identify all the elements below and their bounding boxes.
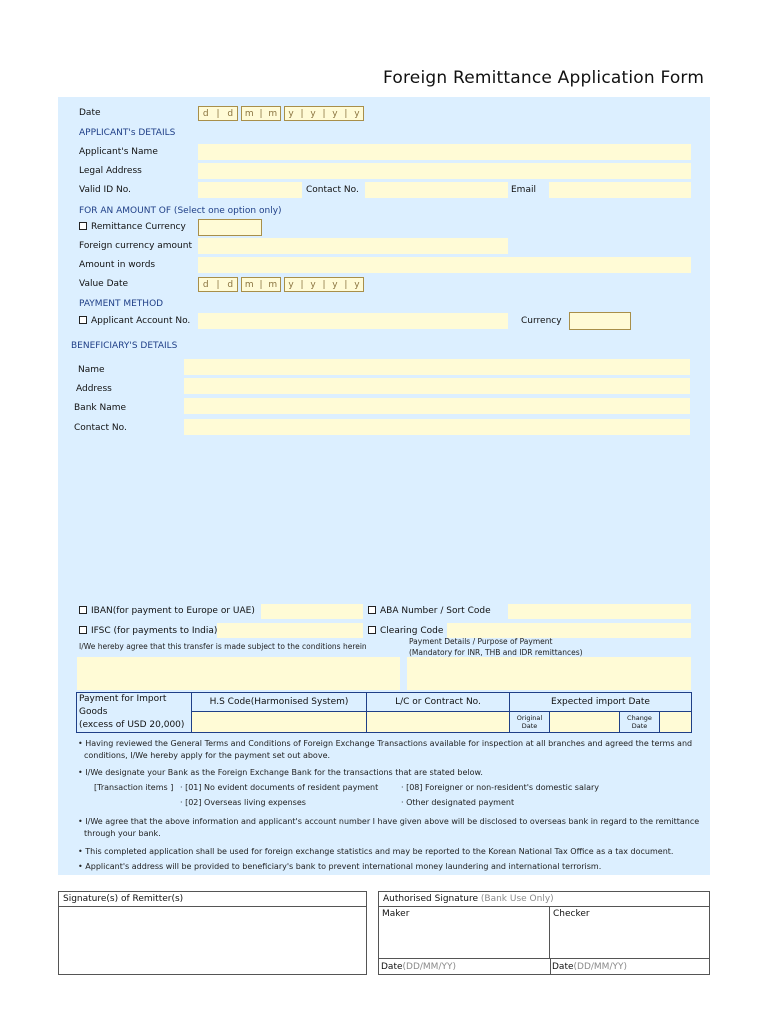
aba-option[interactable]: [368, 605, 491, 617]
date-day-field[interactable]: d | d: [198, 106, 238, 121]
date-divider: [550, 959, 551, 975]
date-month-field[interactable]: m | m: [241, 106, 281, 121]
beneficiary-contact-field[interactable]: [184, 419, 690, 435]
change-date-label: Change Date: [620, 712, 660, 733]
contact-field[interactable]: [365, 182, 508, 198]
remitter-signature-header: Signature(s) of Remitter(s): [59, 892, 366, 907]
applicant-account-label: Applicant Account No.: [91, 316, 191, 326]
authorised-signature-header: Authorised Signature (Bank Use Only): [379, 892, 709, 907]
remittance-currency-option[interactable]: [79, 221, 186, 233]
value-date-label: Value Date: [79, 279, 129, 289]
remittance-currency-checkbox[interactable]: [79, 222, 87, 230]
transaction-item-02: · [02] Overseas living expenses: [180, 798, 306, 807]
value-date-input[interactable]: [198, 277, 364, 292]
clearing-field[interactable]: [447, 623, 691, 638]
purpose-field[interactable]: [407, 657, 691, 690]
amount-words-label: Amount in words: [79, 260, 156, 270]
lc-header: L/C or Contract No.: [367, 693, 510, 712]
email-label: Email: [511, 185, 536, 195]
aba-checkbox[interactable]: [368, 606, 376, 614]
beneficiary-section-header: BENEFICIARY'S DETAILS: [71, 341, 178, 351]
date-input[interactable]: [198, 106, 364, 121]
beneficiary-address-label: Address: [76, 384, 112, 394]
lc-field[interactable]: [367, 712, 510, 733]
remitter-signature-box[interactable]: [58, 891, 367, 975]
amount-section-header: FOR AN AMOUNT OF (Select one option only): [79, 206, 282, 216]
expected-date-header: Expected import Date: [510, 693, 692, 712]
applicant-name-field[interactable]: [198, 144, 691, 160]
date-label: Date: [79, 108, 101, 118]
amount-words-field[interactable]: [198, 257, 691, 273]
aba-field[interactable]: [508, 604, 691, 619]
ifsc-field[interactable]: [217, 623, 363, 638]
ifsc-label: IFSC (for payments to India): [91, 626, 218, 636]
email-field[interactable]: [549, 182, 691, 198]
ifsc-checkbox[interactable]: [79, 626, 87, 634]
agree-text: I/We hereby agree that this transfer is made subject to the conditions herein: [79, 642, 367, 651]
iban-option[interactable]: [79, 605, 255, 617]
purpose-label: Payment Details / Purpose of Payment: [409, 637, 553, 646]
remittance-currency-label: Remittance Currency: [91, 222, 186, 232]
hs-code-header: H.S Code(Harmonised System): [192, 693, 367, 712]
aba-label: ABA Number / Sort Code: [380, 606, 491, 616]
transaction-item-other: · Other designated payment: [401, 798, 515, 807]
import-goods-label-line2: (excess of USD 20,000): [79, 720, 185, 730]
iban-field[interactable]: [261, 604, 363, 619]
payment-section-header: PAYMENT METHOD: [79, 299, 164, 309]
clearing-option[interactable]: [368, 625, 443, 637]
legal-address-field[interactable]: [198, 163, 691, 179]
import-goods-label-line1: Payment for Import Goods: [79, 694, 167, 717]
payment-currency-field[interactable]: [569, 312, 631, 330]
import-goods-table: [76, 692, 692, 733]
beneficiary-name-label: Name: [78, 365, 105, 375]
original-date-label: Original Date: [510, 712, 550, 733]
bank-name-label: Bank Name: [74, 403, 127, 413]
beneficiary-contact-label: Contact No.: [74, 423, 127, 433]
foreign-amount-label: Foreign currency amount: [79, 241, 192, 251]
remittance-currency-field[interactable]: [198, 219, 262, 236]
iban-checkbox[interactable]: [79, 606, 87, 614]
applicant-account-checkbox[interactable]: [79, 316, 87, 324]
note-designate: • I/We designate your Bank as the Foreign Exchange Bank for the transactions that are stated below.: [78, 768, 483, 777]
checker-date[interactable]: Date(DD/MM/YY): [552, 962, 627, 972]
maker-date[interactable]: Date(DD/MM/YY): [381, 962, 456, 972]
payment-currency-label: Currency: [521, 316, 562, 326]
purpose-note: (Mandatory for INR, THB and IDR remittances): [409, 648, 583, 657]
transaction-item-08: · [08] Foreigner or non-resident's domestic salary: [401, 783, 599, 792]
date-year-field[interactable]: y | y | y | y: [284, 106, 364, 121]
ifsc-option[interactable]: [79, 625, 217, 637]
import-goods-label: [77, 693, 192, 733]
form-title: Foreign Remittance Application Form: [383, 68, 705, 88]
contact-label: Contact No.: [306, 185, 359, 195]
authorised-signature-box: [378, 891, 710, 975]
valid-id-field[interactable]: [198, 182, 302, 198]
applicant-account-field[interactable]: [198, 313, 508, 329]
clearing-label: Clearing Code: [380, 626, 444, 636]
value-date-month-field[interactable]: m | m: [241, 277, 281, 292]
maker-label: Maker: [382, 909, 410, 919]
applicant-account-option[interactable]: [79, 315, 190, 327]
change-date-field[interactable]: [660, 712, 692, 733]
maker-cell[interactable]: [379, 906, 550, 959]
note-disclosure: • I/We agree that the above information and applicant's account number I have given above will be disclosed to overseas bank in regard to the remittance through your bank.: [78, 817, 700, 838]
agree-signature-field[interactable]: [77, 657, 400, 690]
transaction-item-01: · [01] No evident documents of resident payment: [180, 783, 379, 792]
iban-label: IBAN(for payment to Europe or UAE): [91, 606, 255, 616]
valid-id-label: Valid ID No.: [79, 185, 131, 195]
clearing-checkbox[interactable]: [368, 626, 376, 634]
applicant-name-label: Applicant's Name: [79, 147, 158, 157]
checker-cell[interactable]: [550, 906, 709, 959]
transaction-items-label: [Transaction items ]: [94, 783, 174, 792]
note-terms: • Having reviewed the General Terms and Conditions of Foreign Exchange Transactions available for inspection at all branches and agreed the terms and conditions, I/We hereby apply for the payment set out above.: [78, 739, 693, 760]
beneficiary-address-field[interactable]: [184, 378, 690, 394]
note-statistics: • This completed application shall be used for foreign exchange statistics and may be reported to the Korean National Tax Office as a tax document.: [78, 847, 674, 856]
hs-code-field[interactable]: [192, 712, 367, 733]
checker-label: Checker: [553, 909, 590, 919]
value-date-year-field[interactable]: y | y | y | y: [284, 277, 364, 292]
bank-name-field[interactable]: [184, 398, 690, 414]
applicant-section-header: APPLICANT's DETAILS: [79, 128, 176, 138]
beneficiary-name-field[interactable]: [184, 359, 690, 375]
original-date-field[interactable]: [550, 712, 620, 733]
foreign-amount-field[interactable]: [198, 238, 508, 254]
note-address: • Applicant's address will be provided to beneficiary's bank to prevent international money laundering and international terrorism.: [78, 862, 602, 871]
legal-address-label: Legal Address: [79, 166, 142, 176]
value-date-day-field[interactable]: d | d: [198, 277, 238, 292]
